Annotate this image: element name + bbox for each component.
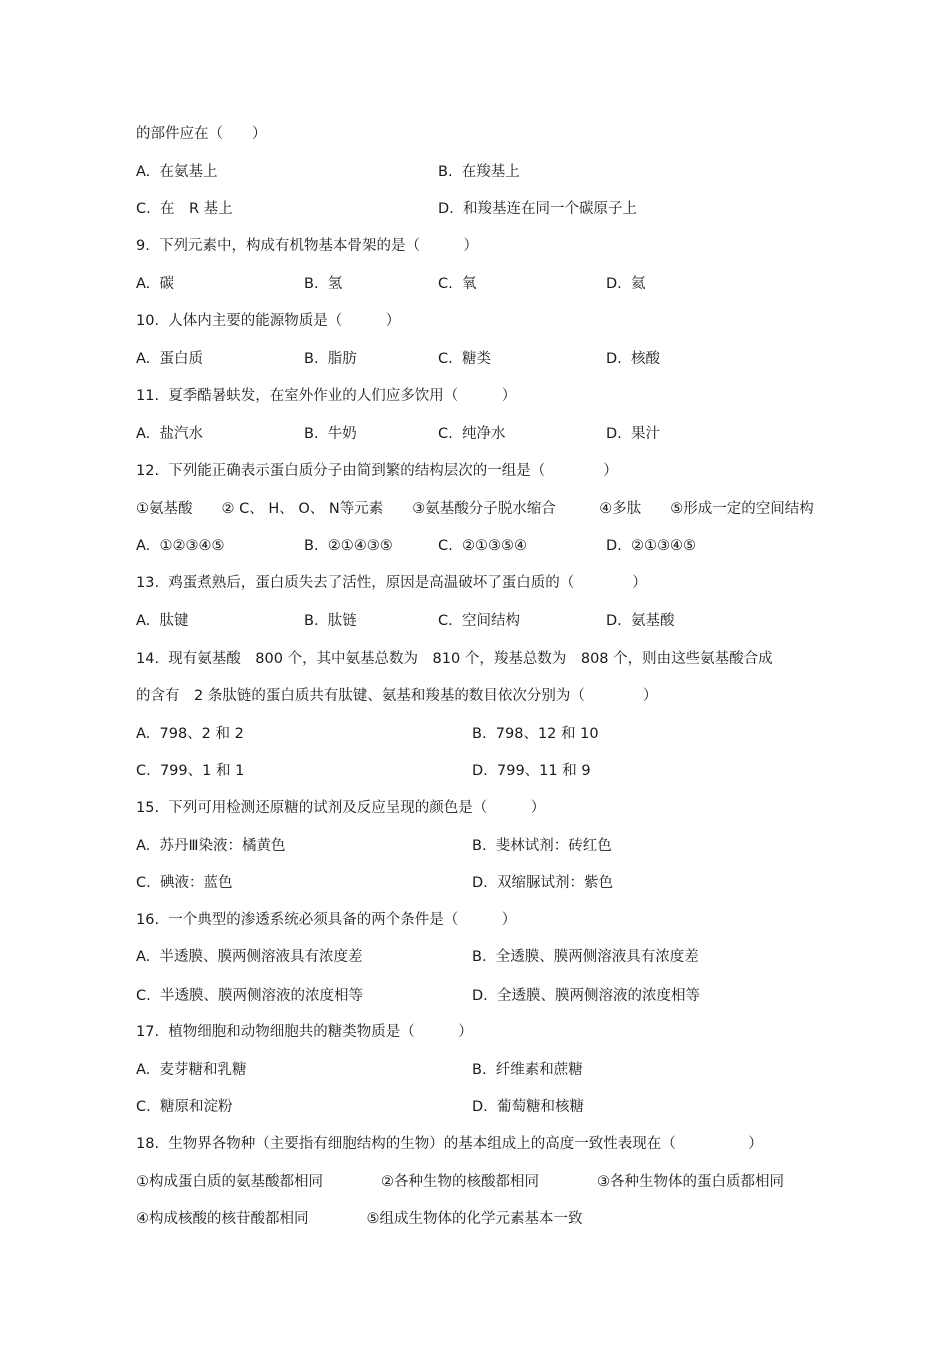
q16-option-a: A. 半透膜、膜两侧溶液具有浓度差 [136,949,363,965]
question-13: 13. 鸡蛋煮熟后，蛋白质失去了活性，原因是高温破坏了蛋白质的（ ） [136,575,647,591]
q13-option-c: C. 空间结构 [438,613,520,629]
q13-option-b: B. 肽链 [304,613,357,629]
q9-option-a: A. 碳 [136,276,174,292]
q9-option-d: D. 氦 [606,276,646,292]
question-14-continuation: 的含有 2 条肽链的蛋白质共有肽键、氨基和羧基的数目依次分别为（ ） [136,688,658,704]
q10-option-b: B. 脂肪 [304,351,357,367]
question-18-items-row-1: ①构成蛋白质的氨基酸都相同 ②各种生物的核酸都相同 ③各种生物体的蛋白质都相同 [136,1174,784,1190]
q13-option-d: D. 氨基酸 [606,613,675,629]
q17-option-d: D. 葡萄糖和核糖 [472,1099,584,1115]
q15-option-b: B. 斐林试剂：砖红色 [472,838,612,854]
q15-option-c: C. 碘液：蓝色 [136,875,233,891]
question-16: 16. 一个典型的渗透系统必须具备的两个条件是（ ） [136,912,517,928]
q11-option-b: B. 牛奶 [304,426,357,442]
q11-option-d: D. 果汁 [606,426,660,442]
q8-option-d: D. 和羧基连在同一个碳原子上 [438,201,637,217]
q8-option-c: C. 在 R 基上 [136,201,233,217]
question-11: 11. 夏季酷暑蚨发，在室外作业的人们应多饮用（ ） [136,388,517,404]
question-9: 9. 下列元素中，构成有机物基本骨架的是（ ） [136,238,479,254]
question-17: 17. 植物细胞和动物细胞共的糖类物质是（ ） [136,1024,473,1040]
q10-option-d: D. 核酸 [606,351,660,367]
question-8-continuation: 的部件应在（ ） [136,126,267,142]
q14-option-a: A. 798、2 和 2 [136,726,244,742]
q12-option-a: A. ①②③④⑤ [136,538,225,554]
q12-option-b: B. ②①④③⑤ [304,538,393,554]
q10-option-c: C. 糖类 [438,351,491,367]
q17-option-b: B. 纤维素和蔗糖 [472,1062,583,1078]
q8-option-a: A. 在氨基上 [136,164,218,180]
q16-option-d: D. 全透膜、膜两侧溶液的浓度相等 [472,988,700,1004]
question-10: 10. 人体内主要的能源物质是（ ） [136,313,401,329]
q9-option-c: C. 氧 [438,276,477,292]
q15-option-a: A. 苏丹Ⅲ染液：橘黄色 [136,838,286,854]
q16-option-b: B. 全透膜、膜两侧溶液具有浓度差 [472,949,699,965]
question-18: 18. 生物界各物种（主要指有细胞结构的生物）的基本组成上的高度一致性表现在（ ） [136,1136,763,1152]
q16-option-c: C. 半透膜、膜两侧溶液的浓度相等 [136,988,363,1004]
q10-option-a: A. 蛋白质 [136,351,203,367]
q9-option-b: B. 氢 [304,276,343,292]
question-15: 15. 下列可用检测还原糖的试剂及反应呈现的颜色是（ ） [136,800,546,816]
question-12-items: ①氨基酸 ② C、 H、 O、 N等元素 ③氨基酸分子脱水缩合 ④多肽 ⑤形成一定的空间结构 [136,501,814,517]
q17-option-a: A. 麦芽糖和乳糖 [136,1062,247,1078]
q13-option-a: A. 肽键 [136,613,189,629]
q14-option-c: C. 799、1 和 1 [136,763,245,779]
q15-option-d: D. 双缩脲试剂：紫色 [472,875,613,891]
q17-option-c: C. 糖原和淀粉 [136,1099,233,1115]
question-18-items-row-2: ④构成核酸的核苷酸都相同 ⑤组成生物体的化学元素基本一致 [136,1211,583,1227]
q12-option-d: D. ②①③④⑤ [606,538,696,554]
q11-option-a: A. 盐汽水 [136,426,203,442]
question-12: 12. 下列能正确表示蛋白质分子由简到繁的结构层次的一组是（ ） [136,463,618,479]
q11-option-c: C. 纯净水 [438,426,506,442]
q8-option-b: B. 在羧基上 [438,164,520,180]
q14-option-b: B. 798、12 和 10 [472,726,599,742]
question-14: 14. 现有氨基酸 800 个，其中氨基总数为 810 个，羧基总数为 808 个，则由这些氨基酸合成 [136,651,773,667]
q14-option-d: D. 799、11 和 9 [472,763,591,779]
q12-option-c: C. ②①③⑤④ [438,538,527,554]
